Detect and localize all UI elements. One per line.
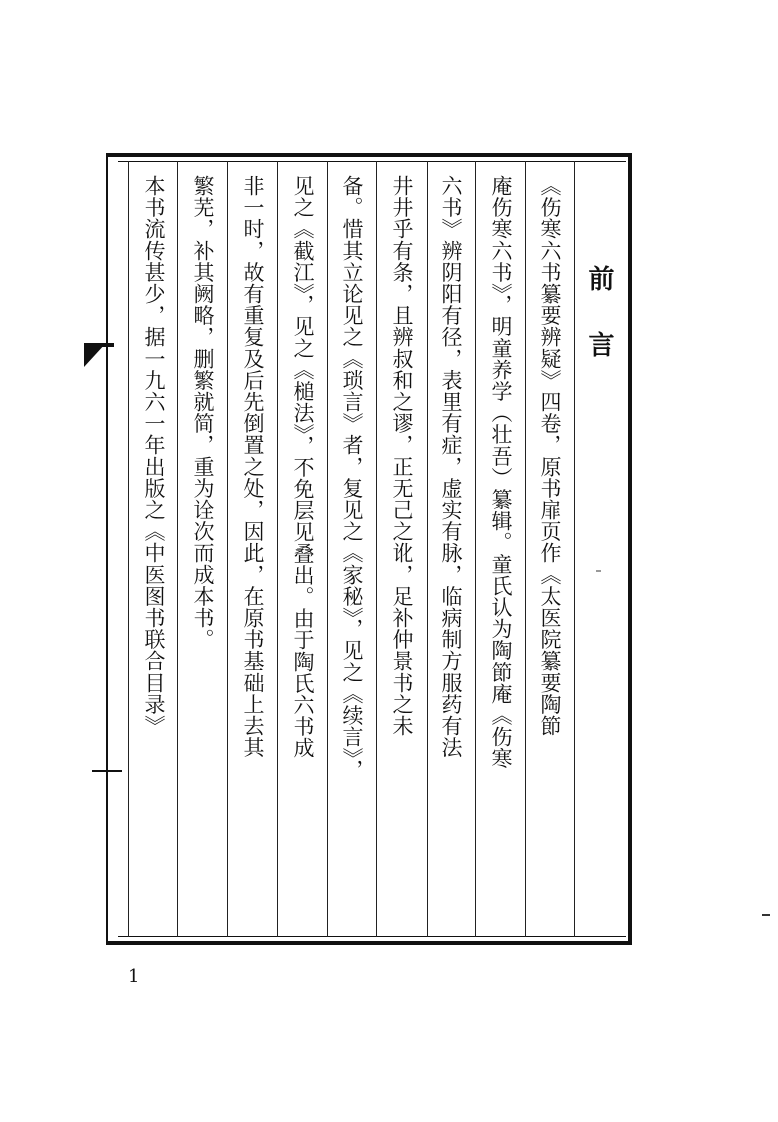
page-number: 1: [128, 966, 140, 987]
text-column: 见之《截江》，见之《槌法》，不免层见叠出。由于陶氏六书成: [291, 175, 315, 759]
text-column: 繁芜，补其阙略，删繁就简，重为诠次而成本书。: [191, 175, 215, 651]
text-column: 六书》辨阴阳有径，表里有症，虚实有脉，临病制方服药有法: [439, 175, 463, 759]
column-rule: [128, 161, 129, 937]
text-column: 井井乎有条，且辨叔和之谬，正无己之讹，足补仲景书之未: [390, 175, 414, 737]
margin-line: [92, 770, 122, 772]
text-column: 庵伤寒六书》，明童养学（壮吾）纂辑。童氏认为陶節庵《伤寒: [489, 175, 513, 770]
column-rule: [327, 161, 328, 937]
text-column: 非一时，故有重复及后先倒置之处，因此，在原书基础上去其: [241, 175, 265, 759]
edge-mark: [762, 914, 770, 916]
text-column: 《伤寒六书纂要辨疑》四卷，原书扉页作《太医院纂要陶節: [538, 175, 562, 737]
binding-tab: [84, 343, 106, 367]
column-rule: [475, 161, 476, 937]
column-rule: [277, 161, 278, 937]
column-rule: [525, 161, 526, 937]
column-rule: [177, 161, 178, 937]
text-column: 备。惜其立论见之《琐言》者，复见之《家秘》，见之《续言》，: [340, 175, 364, 781]
page-title: 前言: [584, 265, 614, 397]
text-column: 本书流传甚少，据一九六一年出版之《中医图书联合目录》: [142, 175, 166, 737]
column-rule: [376, 161, 377, 937]
column-rule: [427, 161, 428, 937]
scan-speck: [596, 570, 601, 572]
column-rule: [574, 161, 575, 937]
column-rule: [227, 161, 228, 937]
